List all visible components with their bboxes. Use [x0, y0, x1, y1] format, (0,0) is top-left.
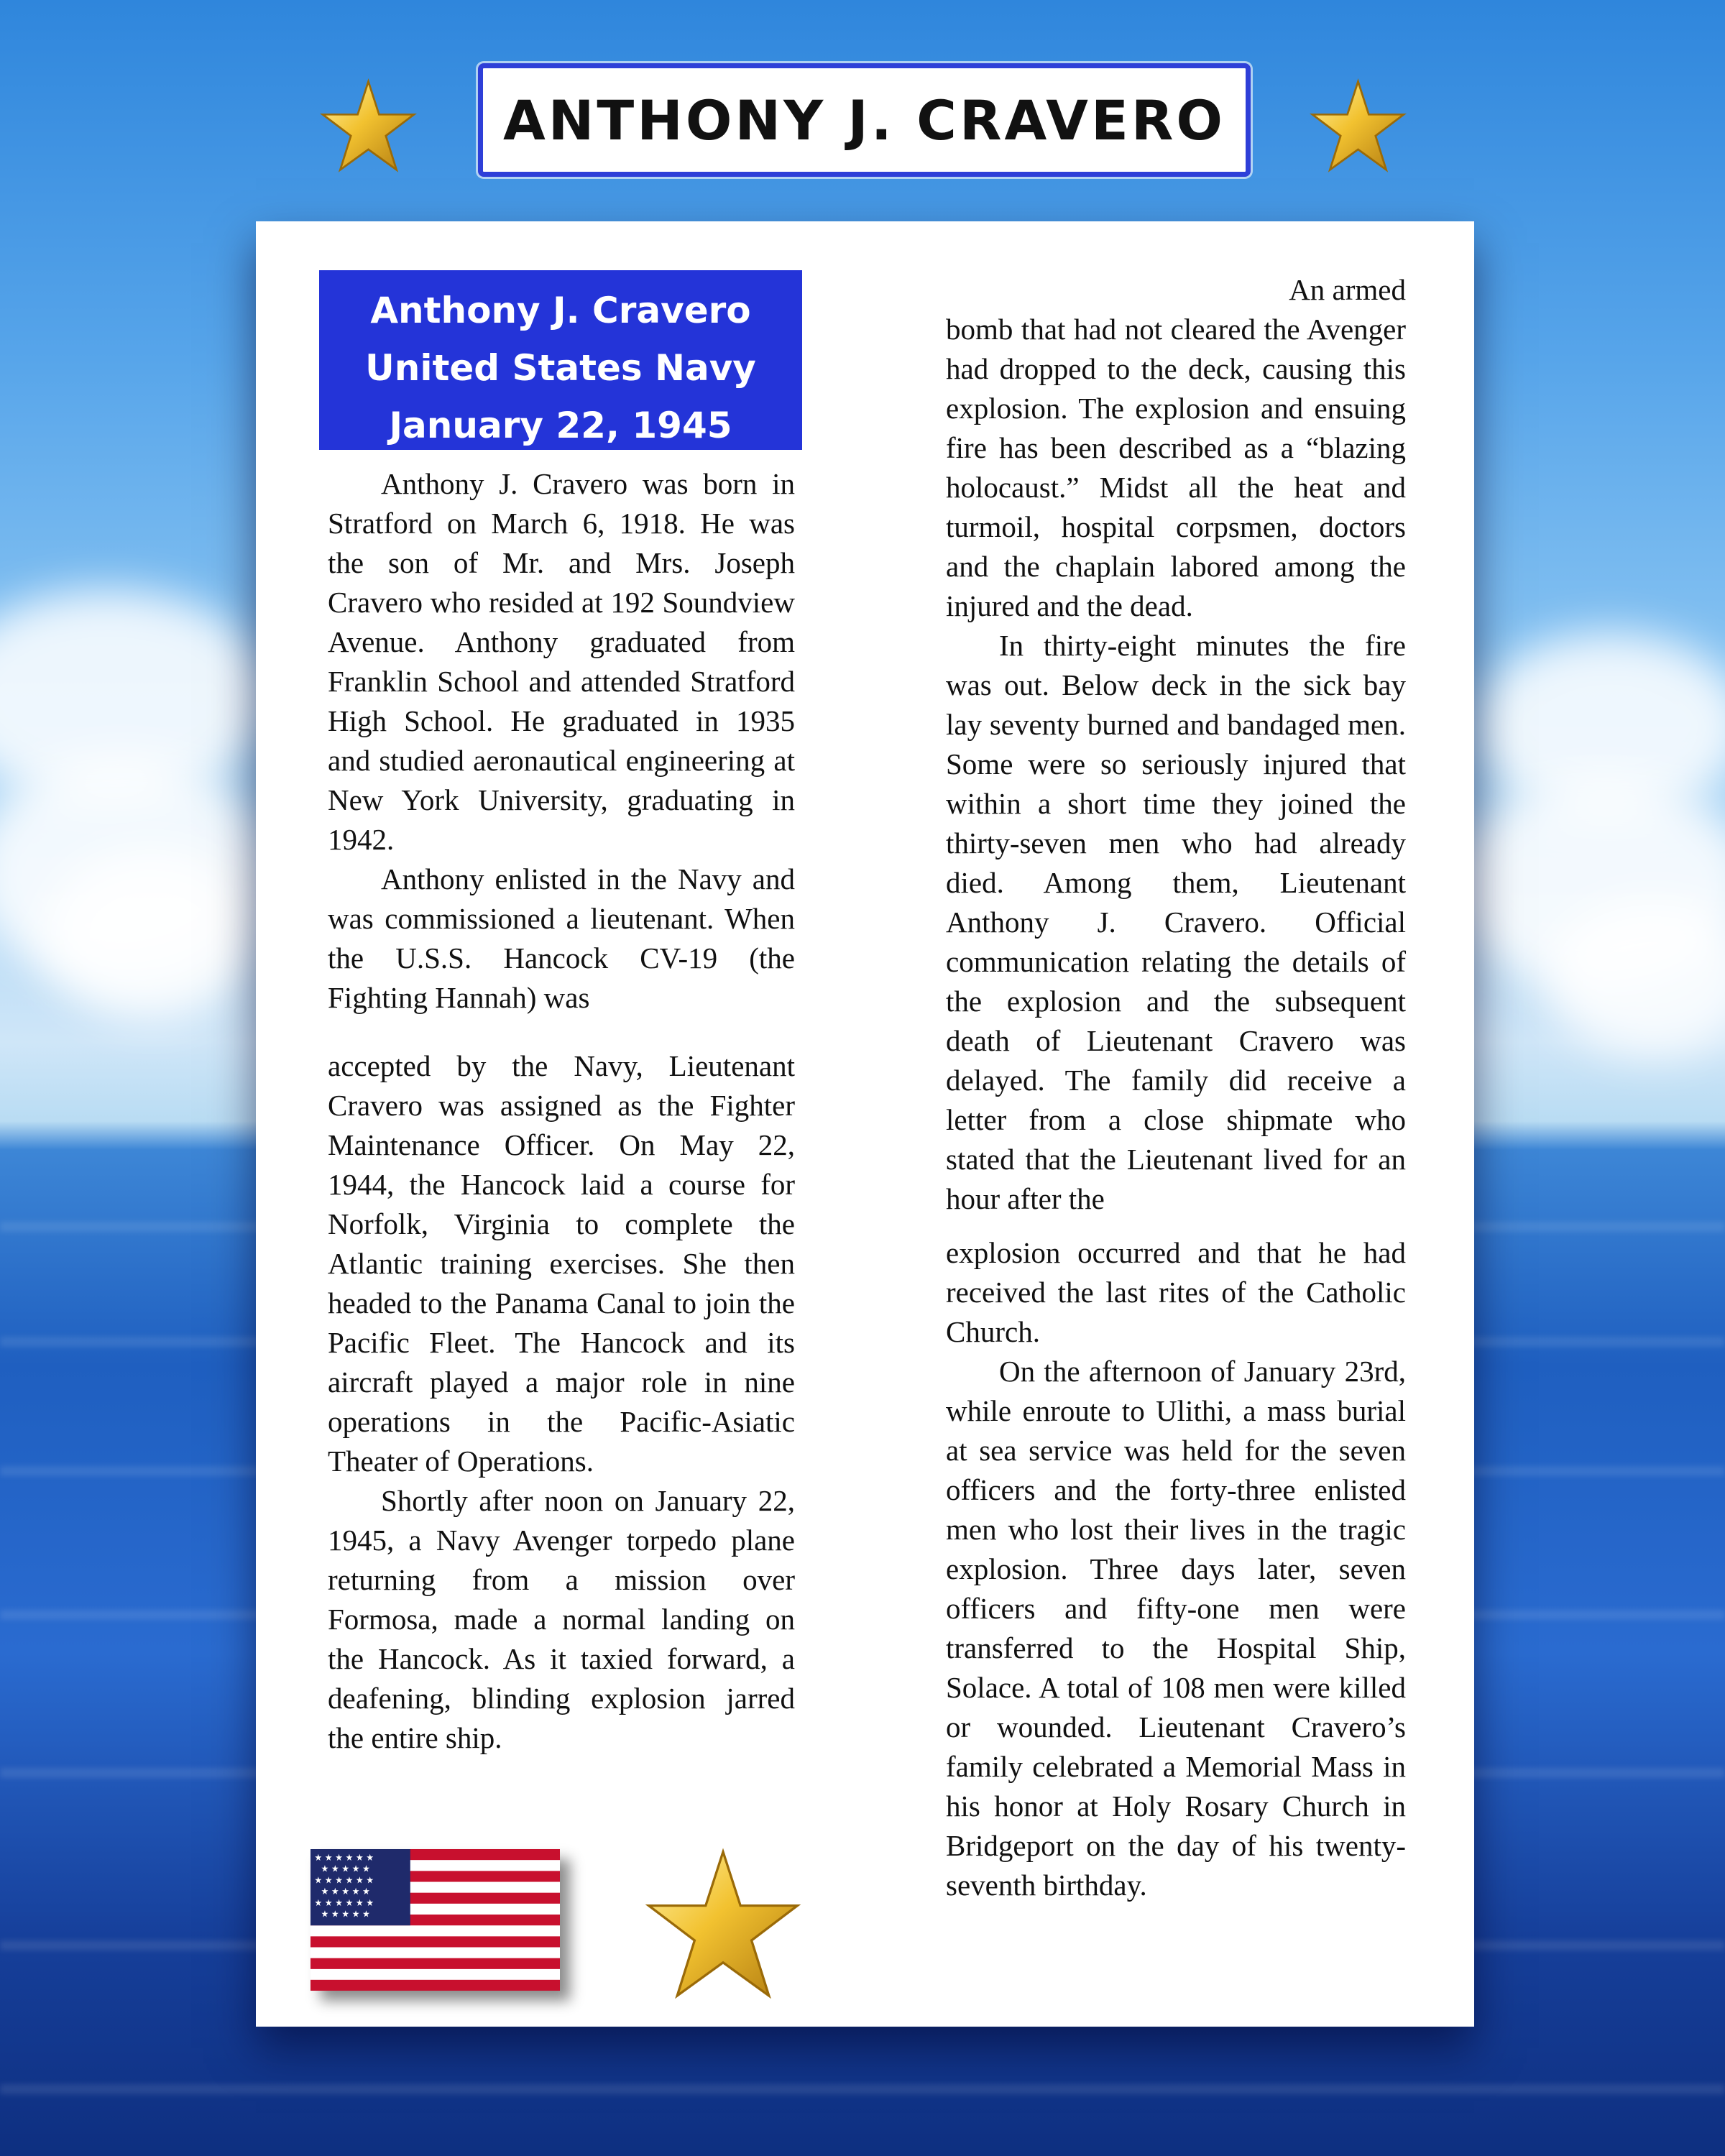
heading-branch: United States Navy	[365, 347, 756, 389]
svg-text:★ ★ ★ ★ ★: ★ ★ ★ ★ ★	[321, 1909, 370, 1920]
heading-date: January 22, 1945	[389, 405, 732, 446]
paragraph: On the afternoon of January 23rd, while enroute to Ulithi, a mass burial at sea service was held for the seven officers and the forty-three enlisted men who lost their lives in the tragic explosion. Three days later, seven officers and fifty-one men were transferred to the Hospital Ship, Solace. A total of 108 men were killed or wounded. Lieutenant Cravero’s family celebrated a Memorial Mass in his honor at Holy Rosary Church in Bridgeport on the day of his twenty-seventh birthday.	[946, 1355, 1406, 1902]
paragraph: Shortly after noon on January 22, 1945, a Navy Avenger torpedo plane returning from a mission over Formosa, made a normal landing on the Hancock. As it taxied forward, a deafening, blinding explosion jarred the entire ship.	[328, 1484, 795, 1754]
svg-text:★ ★ ★ ★ ★ ★: ★ ★ ★ ★ ★ ★	[314, 1874, 374, 1886]
svg-text:★ ★ ★ ★ ★: ★ ★ ★ ★ ★	[321, 1886, 370, 1897]
page-title: ANTHONY J. CRAVERO	[502, 88, 1225, 152]
left-column	[328, 464, 795, 1758]
paragraph: Anthony enlisted in the Navy and was commissioned a lieutenant. When the U.S.S. Hancock CV-19 (the Fighting Hannah) was	[328, 862, 795, 1014]
wave	[0, 2084, 1725, 2094]
gold-star-icon	[1310, 78, 1407, 175]
paragraph: In thirty-eight minutes the fire was out. Below deck in the sick bay lay seventy burned and bandaged men. Some were so seriously injured that within a short time they joined the thirty-seven men who had already died. Among them, Lieutenant Anthony J. Cravero. Official communication relating the details of the explosion and the subsequent death of Lieutenant Cravero was delayed. The family did receive a letter from a close shipmate who stated that the Lieutenant lived for an hour after the	[946, 629, 1406, 1215]
paragraph: bomb that had not cleared the Avenger had dropped to the deck, causing this explosion. The explosion and ensuing fire has been described as a “blazing holocaust.” Midst all the heat and turmoil, hospital corpsmen, doctors and the chaplain labored among the injured and the dead.	[946, 313, 1406, 622]
cloud	[43, 848, 259, 1021]
american-flag-icon	[310, 1849, 560, 1991]
svg-text:★ ★ ★ ★ ★ ★: ★ ★ ★ ★ ★ ★	[314, 1897, 374, 1908]
gold-star-icon	[320, 78, 417, 175]
article-panel	[256, 221, 1474, 2027]
right-column	[946, 270, 1406, 1905]
paragraph: explosion occurred and that he had received the last rites of the Catholic Church.	[946, 1236, 1406, 1348]
paragraph: accepted by the Navy, Lieutenant Cravero was assigned as the Fighter Maintenance Officer. On May 22, 1944, the Hancock laid a course for Norfolk, Virginia to complete the Atlantic training exercises. She then headed to the Panama Canal to join the Pacific Fleet. The Hancock and its aircraft played a major role in nine operations in the Pacific-Asiatic Theater of Operations.	[328, 1049, 795, 1478]
article-heading	[319, 270, 802, 450]
paragraph: Anthony J. Cravero was born in Stratford on March 6, 1918. He was the son of Mr. and Mrs. Joseph Cravero who resided at 192 Soundview Avenue. Anthony graduated from Franklin School and attended Stratford High School. He graduated in 1935 and studied aeronautical engineering at New York University, graduating in 1942.	[328, 467, 795, 856]
title-banner	[478, 63, 1251, 177]
svg-text:★ ★ ★ ★ ★ ★: ★ ★ ★ ★ ★ ★	[314, 1852, 374, 1863]
heading-name: Anthony J. Cravero	[370, 290, 751, 331]
gold-star-icon	[644, 1846, 802, 2004]
paragraph-lead: An armed	[1289, 273, 1406, 306]
svg-text:★ ★ ★ ★ ★: ★ ★ ★ ★ ★	[321, 1864, 370, 1874]
